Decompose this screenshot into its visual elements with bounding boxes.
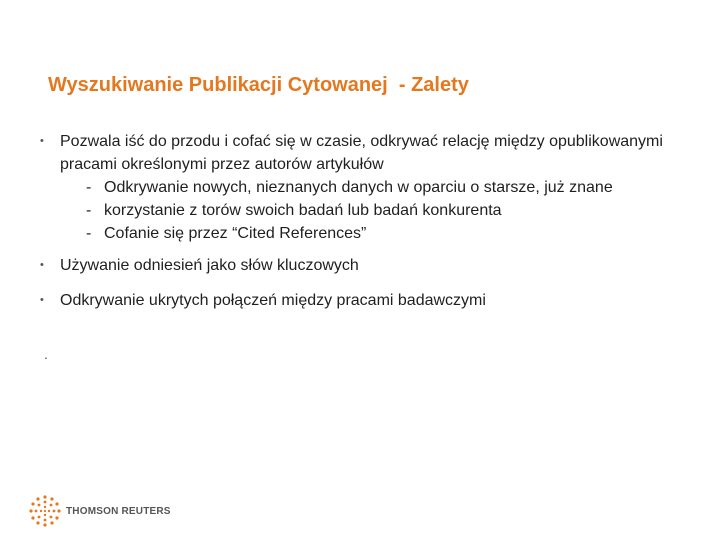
bullet-item xyxy=(40,254,680,277)
sub-item-text: Cofanie się przez “Cited References” xyxy=(104,225,367,242)
dash-icon: - xyxy=(86,202,92,219)
slide-title: Wyszukiwanie Publikacji Cytowanej - Zalety xyxy=(48,74,469,96)
trailing-mark: . xyxy=(44,346,48,362)
thomson-reuters-logo xyxy=(28,494,171,528)
bullet-item xyxy=(40,289,680,312)
bullet-text: Pozwala iść do przodu i cofać się w czasie, odkrywać relację między opublikowanymi pracami określonymi przez autorów artykułów xyxy=(60,133,663,173)
sub-item xyxy=(40,176,680,199)
sub-item xyxy=(40,199,680,222)
bullet-dot-icon: • xyxy=(40,259,44,271)
sub-item xyxy=(40,222,680,245)
bullet-text: Odkrywanie ukrytych połączeń między pracami badawczymi xyxy=(60,292,486,309)
dash-icon: - xyxy=(86,225,92,242)
thomson-reuters-dot-sphere-icon xyxy=(28,494,62,528)
bullet-dot-icon: • xyxy=(40,294,44,306)
logo-text: THOMSON REUTERS xyxy=(66,505,171,517)
bullet-text: Używanie odniesień jako słów kluczowych xyxy=(60,257,359,274)
sub-item-text: korzystanie z torów swoich badań lub badań konkurenta xyxy=(104,202,502,219)
dash-icon: - xyxy=(86,179,92,196)
bullet-item xyxy=(40,130,680,176)
sub-item-text: Odkrywanie nowych, nieznanych danych w oparciu o starsze, już znane xyxy=(104,179,613,196)
bullet-dot-icon: • xyxy=(40,135,44,147)
slide-body xyxy=(40,130,680,312)
